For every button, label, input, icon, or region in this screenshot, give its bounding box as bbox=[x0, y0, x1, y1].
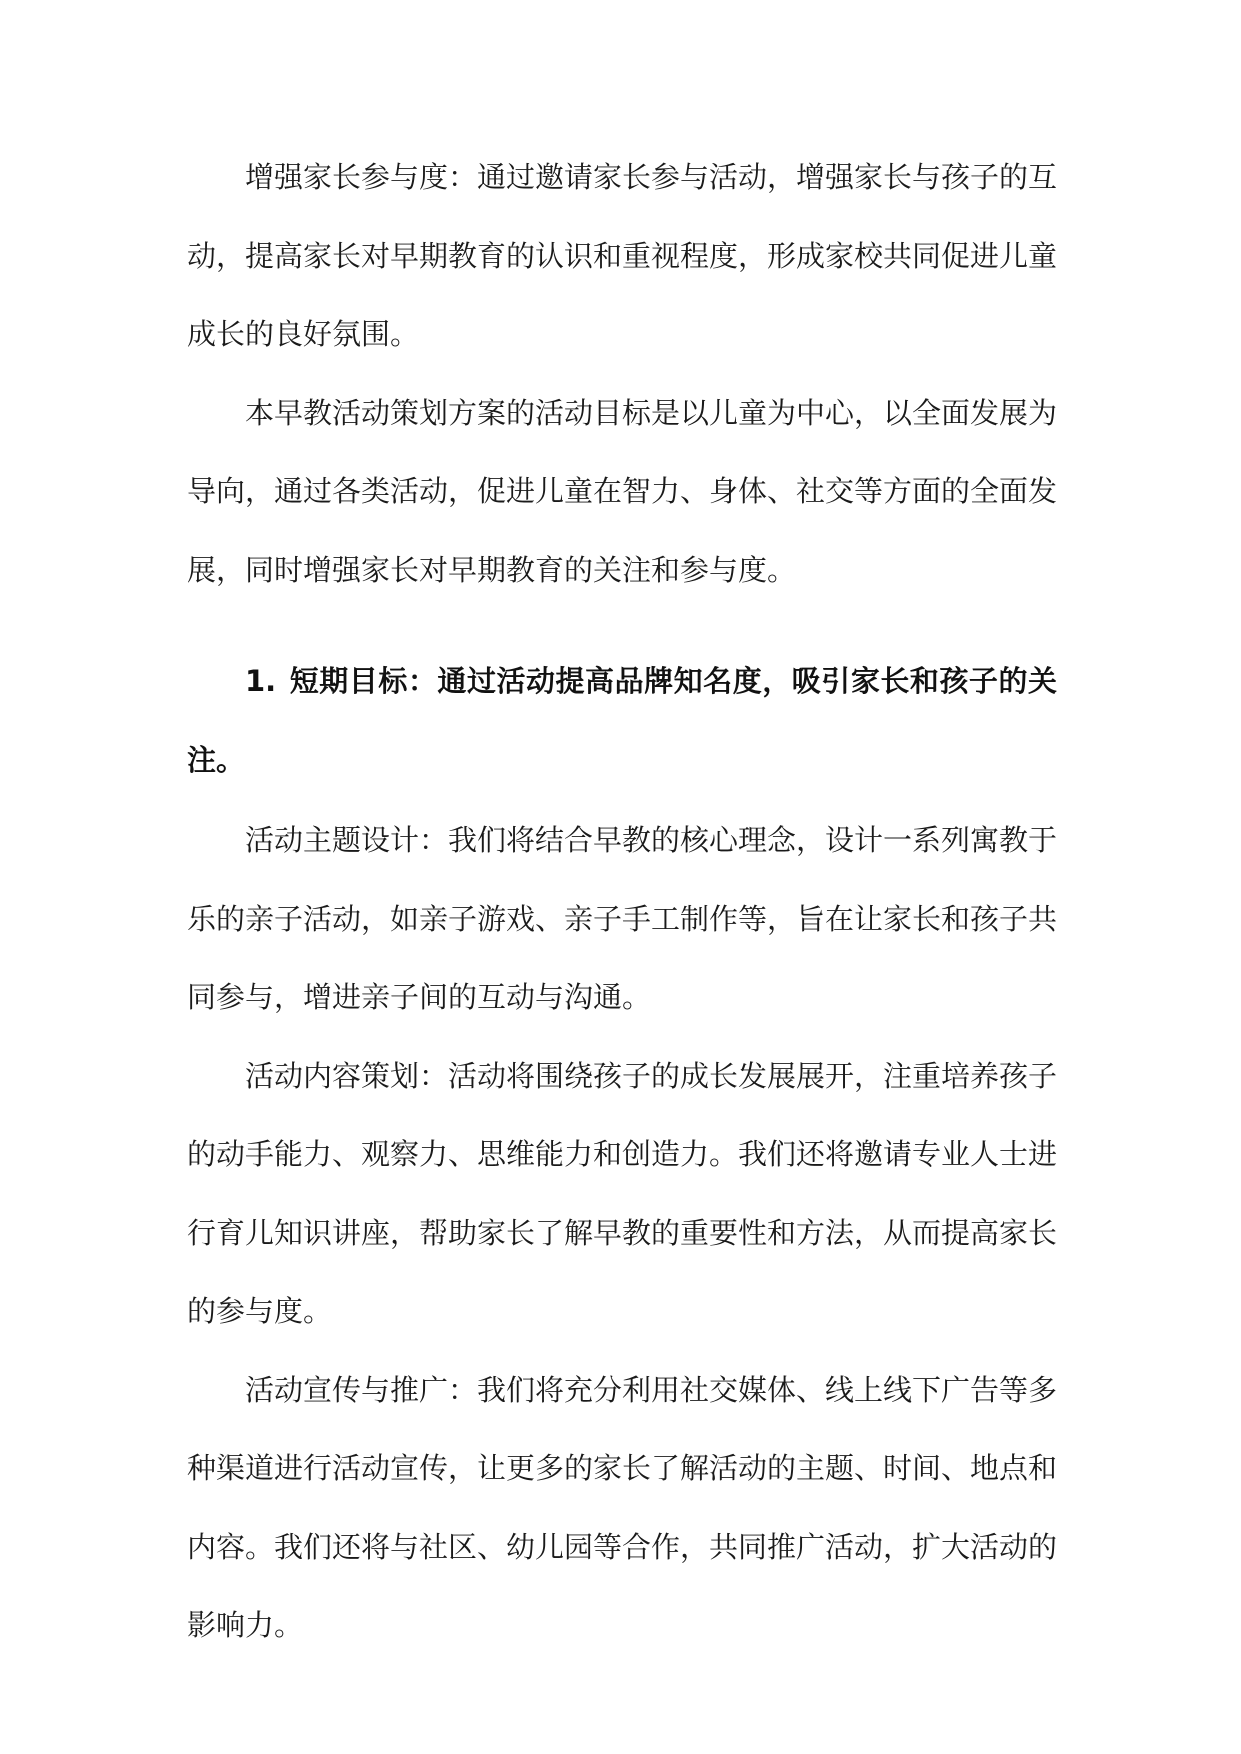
heading-text: 短期目标：通过活动提高品牌知名度，吸引家长和孩子的关注。 bbox=[187, 664, 1057, 777]
paragraph-promotion: 活动宣传与推广：我们将充分利用社交媒体、线上线下广告等多种渠道进行活动宣传，让更多的家长了解活动的主题、时间、地点和内容。我们还将与社区、幼儿园等合作，共同推广活动，扩大活动的影响力。 bbox=[187, 1372, 1058, 1642]
section-heading-short-term-goal bbox=[187, 609, 1057, 801]
document-body bbox=[187, 138, 1057, 1665]
paragraph-content-planning: 活动内容策划：活动将围绕孩子的成长发展展开，注重培养孩子的动手能力、观察力、思维能力和创造力。我们还将邀请专业人士进行育儿知识讲座，帮助家长了解早教的重要性和方法，从而提高家长的参与度。 bbox=[187, 1058, 1058, 1328]
heading-number: 1. bbox=[245, 664, 277, 698]
paragraph-theme-design: 活动主题设计：我们将结合早教的核心理念，设计一系列寓教于乐的亲子活动，如亲子游戏、亲子手工制作等，旨在让家长和孩子共同参与，增进亲子间的互动与沟通。 bbox=[187, 823, 1058, 1014]
paragraph-activity-goal-summary: 本早教活动策划方案的活动目标是以儿童为中心，以全面发展为导向，通过各类活动，促进儿童在智力、身体、社交等方面的全面发展，同时增强家长对早期教育的关注和参与度。 bbox=[187, 395, 1058, 587]
paragraph-parent-engagement: 增强家长参与度：通过邀请家长参与活动，增强家长与孩子的互动，提高家长对早期教育的认识和重视程度，形成家校共同促进儿童成长的良好氛围。 bbox=[187, 160, 1058, 351]
